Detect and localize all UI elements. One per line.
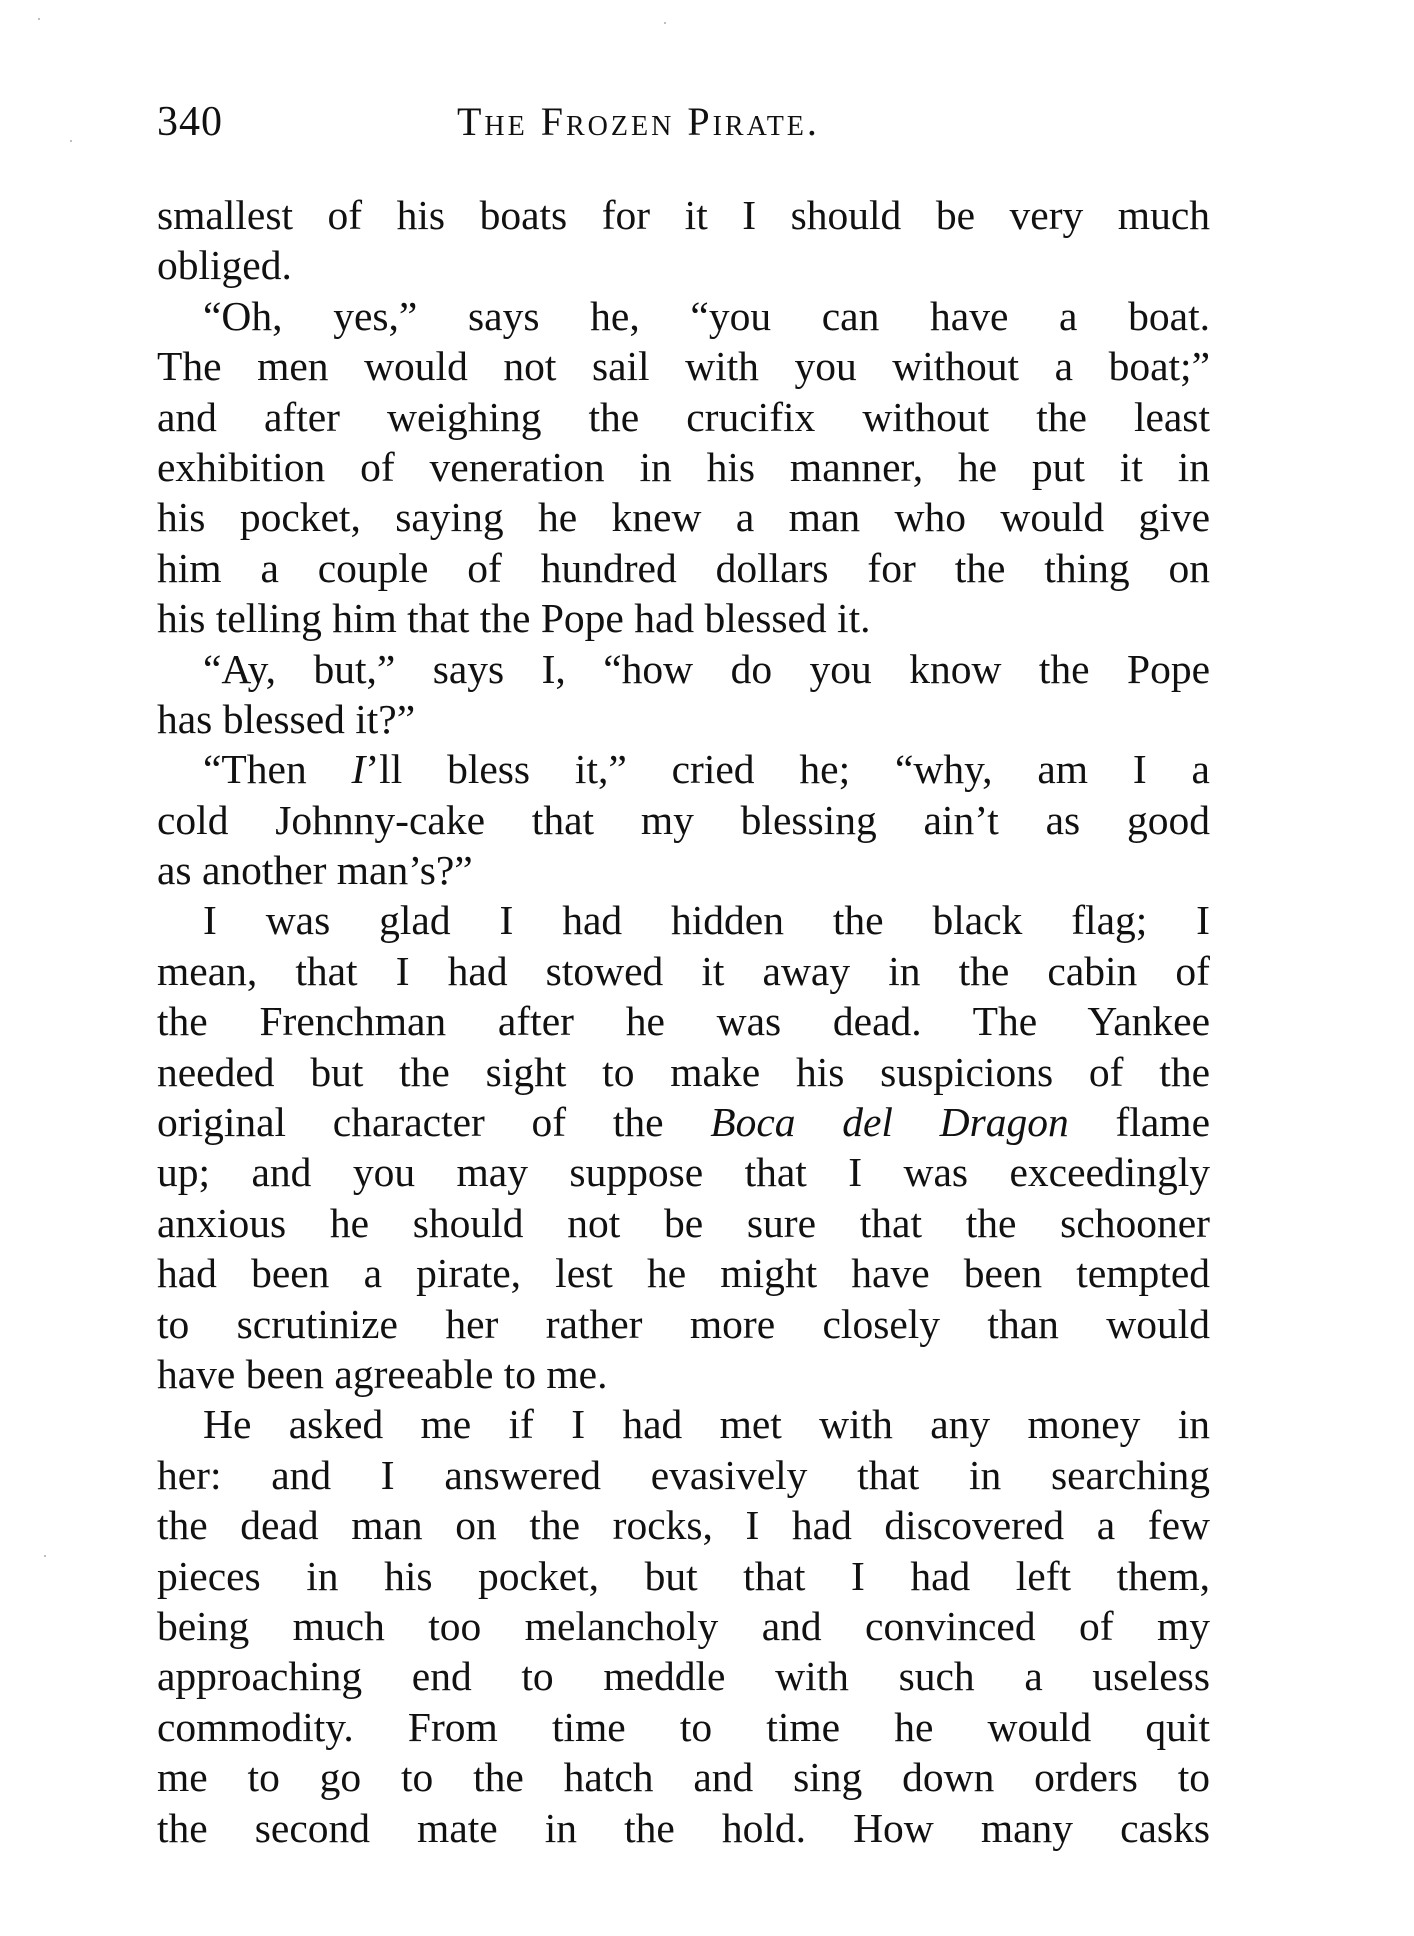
text-line: being much too melancholy and convinced of my xyxy=(157,1602,1210,1649)
text-line: The men would not sail with you without a boat;” xyxy=(157,343,1210,390)
text-line: obliged. xyxy=(157,242,292,289)
paper-speck xyxy=(38,18,40,20)
text-line: “Ay, but,” says I, “how do you know the Pope xyxy=(203,645,1210,692)
paper-speck xyxy=(664,22,666,24)
text-line: him a couple of hundred dollars for the thing on xyxy=(157,544,1210,591)
italic-text: I xyxy=(351,746,366,793)
text-line: to scrutinize her rather more closely than would xyxy=(157,1300,1210,1347)
text-line: “Oh, yes,” says he, “you can have a boat. xyxy=(203,292,1210,339)
running-title: The Frozen Pirate. xyxy=(457,99,820,144)
italic-text: Boca del Dragon xyxy=(710,1099,1069,1146)
text-line: her: and I answered evasively that in searching xyxy=(157,1451,1210,1498)
text-line: anxious he should not be sure that the schooner xyxy=(157,1199,1210,1246)
text-line: up; and you may suppose that I was exceedingly xyxy=(157,1149,1210,1196)
text-line xyxy=(157,1097,1210,1147)
text-line: commodity. From time to time he would quit xyxy=(157,1703,1210,1750)
text-line: and after weighing the crucifix without the least xyxy=(157,393,1210,440)
text-line: I was glad I had hidden the black flag; I xyxy=(203,897,1210,944)
page-number: 340 xyxy=(157,99,223,145)
text-segment: ’ll bless it,” cried he; “why, am I a xyxy=(365,746,1210,793)
text-line: He asked me if I had met with any money in xyxy=(203,1401,1210,1448)
paper-speck xyxy=(70,140,72,142)
text-line: the Frenchman after he was dead. The Yankee xyxy=(157,998,1210,1045)
text-line: mean, that I had stowed it away in the cabin of xyxy=(157,947,1210,994)
text-segment: flame xyxy=(1068,1099,1210,1146)
text-line: approaching end to meddle with such a useless xyxy=(157,1653,1210,1700)
text-segment: original character of the xyxy=(157,1099,711,1146)
text-line: his pocket, saying he knew a man who would give xyxy=(157,494,1210,541)
text-line: had been a pirate, lest he might have been tempted xyxy=(157,1250,1210,1297)
text-line: his telling him that the Pope had blessed it. xyxy=(157,595,871,642)
text-line: the second mate in the hold. How many casks xyxy=(157,1804,1210,1851)
text-line: pieces in his pocket, but that I had left them, xyxy=(157,1552,1210,1599)
text-line: have been agreeable to me. xyxy=(157,1350,608,1397)
text-line: exhibition of veneration in his manner, he put it in xyxy=(157,443,1210,490)
text-line: smallest of his boats for it I should be very much xyxy=(157,192,1210,238)
text-line: me to go to the hatch and sing down orders to xyxy=(157,1754,1210,1801)
text-line: needed but the sight to make his suspicions of the xyxy=(157,1048,1210,1095)
text-line: as another man’s?” xyxy=(157,847,473,894)
text-segment: “Then xyxy=(203,746,352,793)
text-line: has blessed it?” xyxy=(157,695,416,742)
paper-speck xyxy=(44,1555,46,1557)
text-line: the dead man on the rocks, I had discovered a few xyxy=(157,1502,1210,1549)
body-text xyxy=(157,190,1210,1853)
page-header xyxy=(157,92,1210,152)
text-line xyxy=(157,744,1210,794)
text-line: cold Johnny-cake that my blessing ain’t as good xyxy=(157,796,1210,843)
